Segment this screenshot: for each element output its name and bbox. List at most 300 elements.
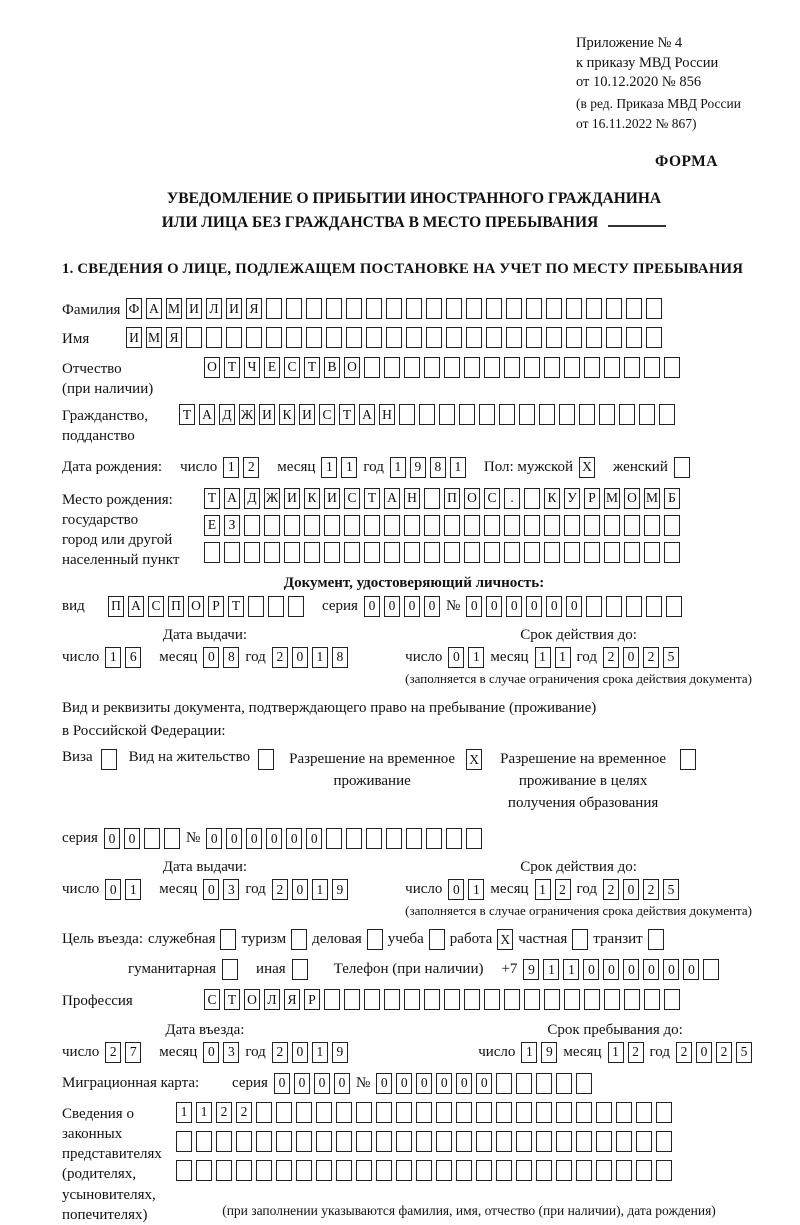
- char-cell: 1: [468, 647, 484, 668]
- char-cell: А: [359, 404, 375, 425]
- char-cell: [606, 327, 622, 348]
- char-cell: 0: [266, 828, 282, 849]
- char-cell: 0: [526, 596, 542, 617]
- res-series-label: серия: [62, 830, 98, 847]
- char-cell: [424, 357, 440, 378]
- res-issue-year-cells: [272, 879, 348, 900]
- legal-reps-cells-stack: [176, 1102, 672, 1181]
- purpose-study-checkbox: [429, 929, 445, 950]
- birthplace-block: [62, 488, 766, 571]
- char-cell: 0: [424, 596, 440, 617]
- char-cell: 2: [272, 1042, 288, 1063]
- char-cell: 3: [223, 1042, 239, 1063]
- doc-series-label: серия: [322, 597, 358, 614]
- char-cell: 0: [486, 596, 502, 617]
- char-cell: 6: [125, 647, 141, 668]
- char-cell: [336, 1102, 352, 1123]
- char-cell: [444, 542, 460, 563]
- char-cell: [484, 542, 500, 563]
- char-cell: [416, 1102, 432, 1123]
- stay-month-cells: [608, 1042, 644, 1063]
- char-cell: [346, 327, 362, 348]
- doc-series-cells: [364, 596, 440, 617]
- char-cell: [564, 989, 580, 1010]
- char-cell: О: [464, 488, 480, 509]
- char-cell: [506, 298, 522, 319]
- char-cell: 0: [292, 647, 308, 668]
- sex-male-label: Пол: мужской: [483, 458, 574, 475]
- char-cell: [446, 828, 462, 849]
- char-cell: [386, 828, 402, 849]
- validity-note: (заполняется в случае ограничения срока действия документа): [405, 670, 752, 686]
- char-cell: 0: [466, 596, 482, 617]
- char-cell: [296, 1102, 312, 1123]
- char-cell: 1: [563, 959, 579, 980]
- char-cell: [584, 515, 600, 536]
- char-cell: 9: [523, 959, 539, 980]
- char-cell: 8: [430, 457, 446, 478]
- char-cell: К: [279, 404, 295, 425]
- char-cell: [536, 1131, 552, 1152]
- char-cell: [224, 542, 240, 563]
- char-cell: [636, 1131, 652, 1152]
- char-cell: [399, 404, 415, 425]
- char-cell: [624, 542, 640, 563]
- char-cell: [496, 1131, 512, 1152]
- char-cell: [284, 515, 300, 536]
- char-cell: [236, 1131, 252, 1152]
- char-cell: [426, 828, 442, 849]
- char-cell: [384, 357, 400, 378]
- name-row: [62, 327, 766, 349]
- char-cell: 0: [448, 879, 464, 900]
- phone-prefix: +7: [501, 961, 518, 978]
- char-cell: [264, 542, 280, 563]
- char-cell: Д: [219, 404, 235, 425]
- residence-permit-option: [129, 749, 274, 770]
- purpose-tourism-checkbox: [291, 929, 307, 950]
- char-cell: 2: [236, 1102, 252, 1123]
- char-cell: 0: [274, 1073, 290, 1094]
- char-cell: [604, 542, 620, 563]
- purpose-transit-label: транзит: [593, 931, 643, 948]
- char-cell: [286, 327, 302, 348]
- purpose-private-label: частная: [518, 931, 568, 948]
- entry-month-cells: [203, 1042, 239, 1063]
- residence-permit-label: Вид на жительство: [128, 749, 251, 766]
- char-cell: [344, 515, 360, 536]
- char-cell: [656, 1102, 672, 1123]
- char-cell: [646, 596, 662, 617]
- stay-until-group: Срок пребывания до: число 1 9 месяц 1 2 год 2 0 2 5: [478, 1022, 752, 1063]
- char-cell: [226, 327, 242, 348]
- char-cell: [316, 1102, 332, 1123]
- purpose-business-label: деловая: [312, 931, 362, 948]
- purpose-row-2: [128, 959, 766, 980]
- char-cell: [306, 298, 322, 319]
- char-cell: [367, 929, 383, 950]
- char-cell: [566, 327, 582, 348]
- char-cell: [222, 959, 238, 980]
- title-blank-underline: [608, 225, 666, 227]
- char-cell: И: [324, 488, 340, 509]
- char-cell: [288, 596, 304, 617]
- mig-number-label: №: [355, 1074, 371, 1091]
- purpose-private-checkbox: [572, 929, 588, 950]
- purpose-official-label: служебная: [147, 931, 216, 948]
- patronymic-row: [62, 357, 766, 400]
- res-issue-group: Дата выдачи: число 0 1 месяц 0 3 год 2 0 1 9: [62, 859, 348, 919]
- char-cell: В: [324, 357, 340, 378]
- char-cell: [256, 1131, 272, 1152]
- char-cell: И: [186, 298, 202, 319]
- char-cell: [444, 989, 460, 1010]
- char-cell: 5: [663, 879, 679, 900]
- char-cell: [419, 404, 435, 425]
- temp-residence-edu-checkbox: [680, 749, 696, 770]
- char-cell: [444, 515, 460, 536]
- doc-issue-day-cells: [105, 647, 141, 668]
- char-cell: [366, 828, 382, 849]
- char-cell: [604, 515, 620, 536]
- char-cell: 2: [716, 1042, 732, 1063]
- char-cell: [484, 357, 500, 378]
- char-cell: 1: [196, 1102, 212, 1123]
- char-cell: [406, 327, 422, 348]
- char-cell: [366, 298, 382, 319]
- res-valid-day-cells: [448, 879, 484, 900]
- char-cell: 9: [332, 1042, 348, 1063]
- char-cell: 1: [223, 457, 239, 478]
- appendix-line: к приказу МВД России: [576, 54, 719, 71]
- char-cell: [584, 989, 600, 1010]
- patronymic-cells: [204, 357, 680, 378]
- entry-date-heading: Дата въезда:: [165, 1021, 245, 1038]
- char-cell: [326, 828, 342, 849]
- char-cell: 0: [404, 596, 420, 617]
- char-cell: [566, 298, 582, 319]
- day-label: число: [180, 458, 218, 475]
- char-cell: [524, 488, 540, 509]
- migration-card-label: Миграционная карта:: [62, 1074, 200, 1091]
- char-cell: 1: [535, 647, 551, 668]
- legal-reps-label: Сведения о законных представителях (родителях, усыновителях, попечителях): [62, 1105, 162, 1223]
- char-cell: 1: [468, 879, 484, 900]
- char-cell: 5: [736, 1042, 752, 1063]
- char-cell: [626, 327, 642, 348]
- doc-valid-year-cells: [603, 647, 679, 668]
- char-cell: [644, 989, 660, 1010]
- purpose-transit-checkbox: [648, 929, 664, 950]
- char-cell: Е: [204, 515, 220, 536]
- char-cell: 1: [312, 647, 328, 668]
- char-cell: С: [148, 596, 164, 617]
- char-cell: И: [226, 298, 242, 319]
- char-cell: М: [644, 488, 660, 509]
- char-cell: [496, 1102, 512, 1123]
- legal-reps-note: (при заполнении указываются фамилия, имя, отчество (при наличии), дата рождения): [222, 1203, 716, 1219]
- char-cell: [576, 1102, 592, 1123]
- char-cell: [606, 596, 622, 617]
- char-cell: [536, 1102, 552, 1123]
- purpose-study-label: учеба: [387, 931, 424, 948]
- char-cell: [564, 357, 580, 378]
- res-dates-row: [62, 859, 766, 919]
- char-cell: Ч: [244, 357, 260, 378]
- char-cell: [466, 327, 482, 348]
- char-cell: 1: [450, 457, 466, 478]
- char-cell: Л: [264, 989, 280, 1010]
- char-cell: 2: [272, 879, 288, 900]
- char-cell: [426, 327, 442, 348]
- entry-year-cells: [272, 1042, 348, 1063]
- char-cell: [326, 327, 342, 348]
- char-cell: [286, 298, 302, 319]
- char-cell: [544, 515, 560, 536]
- char-cell: [586, 298, 602, 319]
- migration-card-row: [62, 1073, 766, 1094]
- char-cell: [619, 404, 635, 425]
- char-cell: [499, 404, 515, 425]
- char-cell: [246, 327, 262, 348]
- char-cell: Т: [204, 488, 220, 509]
- char-cell: Н: [379, 404, 395, 425]
- char-cell: О: [344, 357, 360, 378]
- char-cell: 0: [603, 959, 619, 980]
- char-cell: 0: [476, 1073, 492, 1094]
- char-cell: [464, 357, 480, 378]
- char-cell: [266, 327, 282, 348]
- char-cell: Л: [206, 298, 222, 319]
- char-cell: [596, 1102, 612, 1123]
- char-cell: [296, 1131, 312, 1152]
- residence-doc-checkboxes: [62, 749, 766, 814]
- char-cell: [544, 989, 560, 1010]
- res-valid-year-cells: [603, 879, 679, 900]
- char-cell: [186, 327, 202, 348]
- char-cell: А: [199, 404, 215, 425]
- residence-doc-number-row: [62, 828, 766, 849]
- char-cell: О: [204, 357, 220, 378]
- char-cell: [376, 1131, 392, 1152]
- char-cell: Я: [166, 327, 182, 348]
- char-cell: [176, 1131, 192, 1152]
- temp-residence-edu-label: Разрешение на временное проживание в целях получения образования: [500, 751, 667, 811]
- char-cell: [579, 404, 595, 425]
- char-cell: [258, 749, 274, 770]
- char-cell: М: [604, 488, 620, 509]
- birthplace-label: Место рождения: государство город или другой населенный пункт: [62, 491, 180, 569]
- birth-year-cells: [390, 457, 466, 478]
- char-cell: [572, 929, 588, 950]
- char-cell: 2: [643, 879, 659, 900]
- char-cell: У: [564, 488, 580, 509]
- citizenship-row: [62, 404, 766, 447]
- char-cell: [436, 1102, 452, 1123]
- char-cell: 0: [623, 879, 639, 900]
- char-cell: [446, 298, 462, 319]
- char-cell: [284, 542, 300, 563]
- doc-valid-month-cells: [535, 647, 571, 668]
- char-cell: С: [204, 989, 220, 1010]
- char-cell: [266, 298, 282, 319]
- char-cell: [576, 1131, 592, 1152]
- valid-until-heading: Срок действия до:: [520, 626, 637, 643]
- mig-series-label: серия: [232, 1074, 268, 1091]
- char-cell: 0: [292, 1042, 308, 1063]
- char-cell: 0: [416, 1073, 432, 1094]
- char-cell: [216, 1131, 232, 1152]
- char-cell: [196, 1131, 212, 1152]
- name-label: Имя: [62, 331, 90, 348]
- char-cell: 2: [555, 879, 571, 900]
- char-cell: [344, 989, 360, 1010]
- char-cell: 0: [314, 1073, 330, 1094]
- legal-reps-row-2: [176, 1131, 672, 1152]
- char-cell: З: [224, 515, 240, 536]
- char-cell: [516, 1131, 532, 1152]
- birthplace-row-1: [204, 488, 680, 509]
- doc-dates-row: [62, 627, 766, 687]
- stay-until-heading: Срок пребывания до:: [547, 1021, 683, 1038]
- res-valid-group: Срок действия до: число 0 1 месяц 1 2 год 2 0 2 5 (заполняется в случае ограничения срока действия документа): [405, 859, 752, 919]
- char-cell: [324, 515, 340, 536]
- stay-year-cells: [676, 1042, 752, 1063]
- char-cell: И: [126, 327, 142, 348]
- char-cell: [599, 404, 615, 425]
- char-cell: [206, 327, 222, 348]
- char-cell: X: [497, 929, 513, 950]
- char-cell: [384, 989, 400, 1010]
- birthdate-label: Дата рождения:: [62, 458, 163, 475]
- char-cell: 0: [105, 879, 121, 900]
- res-series-cells: [104, 828, 180, 849]
- char-cell: [576, 1073, 592, 1094]
- char-cell: 0: [546, 596, 562, 617]
- birthdate-row: [62, 457, 766, 478]
- char-cell: [504, 542, 520, 563]
- purpose-work-label: работа: [449, 931, 493, 948]
- char-cell: 2: [243, 457, 259, 478]
- char-cell: [464, 989, 480, 1010]
- char-cell: 8: [332, 647, 348, 668]
- char-cell: 2: [272, 647, 288, 668]
- char-cell: С: [319, 404, 335, 425]
- char-cell: [306, 327, 322, 348]
- purpose-label: Цель въезда:: [62, 931, 143, 948]
- char-cell: 0: [104, 828, 120, 849]
- char-cell: [524, 515, 540, 536]
- doc-valid-day-cells: [448, 647, 484, 668]
- purpose-official-checkbox: [220, 929, 236, 950]
- profession-cells: [204, 989, 680, 1010]
- char-cell: [639, 404, 655, 425]
- char-cell: [459, 404, 475, 425]
- legal-reps-row-1: [176, 1102, 672, 1123]
- char-cell: 0: [203, 879, 219, 900]
- char-cell: П: [168, 596, 184, 617]
- entry-date-group: Дата въезда: число 2 7 месяц 0 3 год 2 0 1 9: [62, 1022, 348, 1063]
- char-cell: 1: [312, 879, 328, 900]
- char-cell: 7: [125, 1042, 141, 1063]
- res-number-cells: [206, 828, 482, 849]
- char-cell: Я: [284, 989, 300, 1010]
- phone-cells: [523, 959, 719, 980]
- name-cells: [126, 327, 662, 348]
- char-cell: П: [108, 596, 124, 617]
- visa-label: Виза: [62, 749, 93, 766]
- char-cell: X: [466, 749, 482, 770]
- char-cell: 0: [623, 647, 639, 668]
- phone-label: Телефон (при наличии): [333, 961, 484, 978]
- char-cell: [416, 1131, 432, 1152]
- char-cell: [439, 404, 455, 425]
- char-cell: Ж: [239, 404, 255, 425]
- char-cell: [584, 542, 600, 563]
- stay-day-cells: [521, 1042, 557, 1063]
- char-cell: М: [146, 327, 162, 348]
- header-block: [62, 34, 766, 171]
- char-cell: [376, 1102, 392, 1123]
- char-cell: 2: [643, 647, 659, 668]
- char-cell: [606, 298, 622, 319]
- char-cell: О: [188, 596, 204, 617]
- char-cell: Т: [224, 989, 240, 1010]
- char-cell: [366, 327, 382, 348]
- char-cell: 1: [608, 1042, 624, 1063]
- char-cell: 1: [543, 959, 559, 980]
- char-cell: [626, 298, 642, 319]
- char-cell: А: [224, 488, 240, 509]
- char-cell: 0: [292, 879, 308, 900]
- char-cell: 5: [663, 647, 679, 668]
- char-cell: О: [244, 989, 260, 1010]
- doc-issue-group: Дата выдачи: число 1 6 месяц 0 8 год 2 0 1 8: [62, 627, 348, 687]
- res-issue-month-cells: [203, 879, 239, 900]
- title-line-1: УВЕДОМЛЕНИЕ О ПРИБЫТИИ ИНОСТРАННОГО ГРАЖДАНИНА: [166, 190, 662, 208]
- char-cell: 1: [176, 1102, 192, 1123]
- char-cell: И: [284, 488, 300, 509]
- char-cell: [644, 515, 660, 536]
- char-cell: [519, 404, 535, 425]
- char-cell: [364, 542, 380, 563]
- residence-permit-checkbox: [258, 749, 274, 770]
- birthplace-row-3: [204, 542, 680, 563]
- char-cell: [324, 989, 340, 1010]
- char-cell: [324, 542, 340, 563]
- char-cell: 0: [663, 959, 679, 980]
- char-cell: [446, 327, 462, 348]
- surname-row: [62, 298, 766, 320]
- appendix-line: Приложение № 4: [576, 35, 683, 51]
- char-cell: [244, 515, 260, 536]
- char-cell: [564, 515, 580, 536]
- char-cell: [544, 357, 560, 378]
- char-cell: Я: [246, 298, 262, 319]
- char-cell: К: [304, 488, 320, 509]
- page-title: [62, 187, 766, 235]
- char-cell: Р: [304, 989, 320, 1010]
- char-cell: [396, 1131, 412, 1152]
- char-cell: Д: [244, 488, 260, 509]
- char-cell: 1: [535, 879, 551, 900]
- char-cell: Т: [228, 596, 244, 617]
- char-cell: О: [624, 488, 640, 509]
- patronymic-label: Отчество (при наличии): [62, 360, 154, 397]
- char-cell: 9: [410, 457, 426, 478]
- char-cell: [404, 515, 420, 536]
- char-cell: 0: [206, 828, 222, 849]
